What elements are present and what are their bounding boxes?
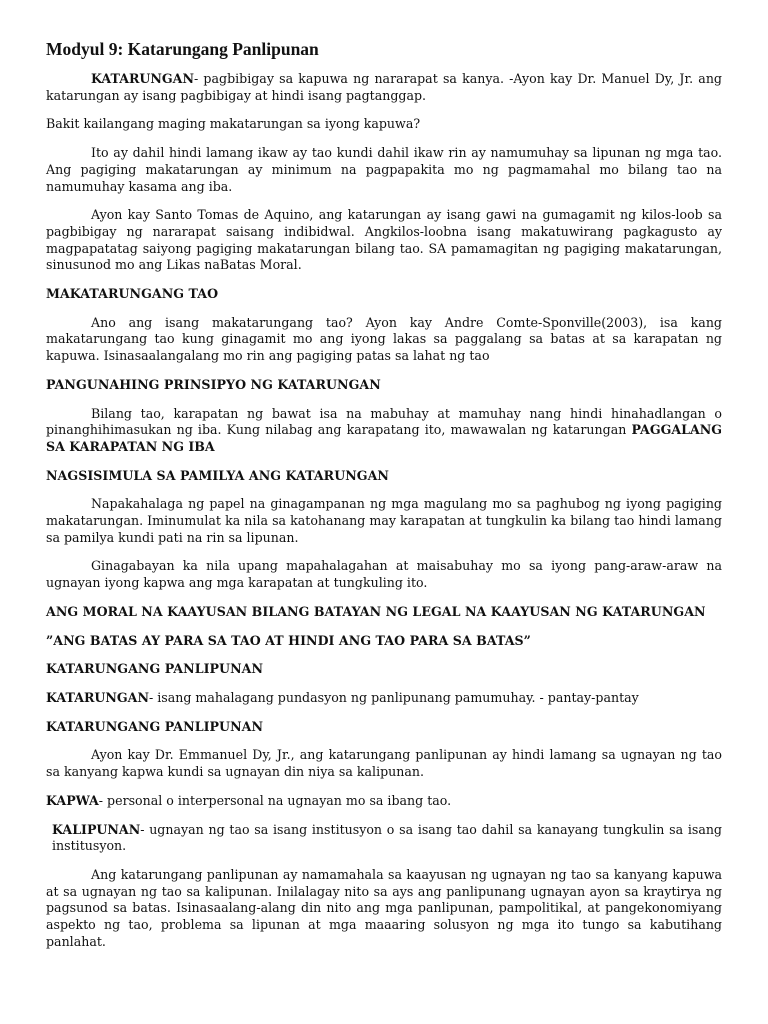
heading-katarungang-panlipunan-2: KATARUNGANG PANLIPUNAN (46, 718, 264, 734)
paragraph-kapwa (46, 793, 722, 810)
heading-makatarungang-tao: MAKATARUNGANG TAO (46, 286, 219, 302)
paragraph-katarungan-pundasyon (46, 690, 722, 707)
paragraph-question: Bakit kailangang maging makatarungan sa iyong kapuwa? (46, 116, 421, 132)
paragraph-magulang: Napakahalaga ng papel na ginagampanan ng mga magulang mo sa paghubog ng iyong pagiging makatarungan. Iminumulat ka nila sa katohanang may karapatan at tungkulin ka bilang tao hindi lamang sa pamilya kundi pati na rin sa lipunan. (46, 496, 722, 545)
paggalang-emphasis: PAGGALANG SA KARAPATAN NG IBA (46, 422, 722, 454)
term-katarungan-2: KATARUNGAN (46, 689, 149, 705)
karapatan-text: Bilang tao, karapatan ng bawat isa na mabuhay at mamuhay nang hindi hinahadlangan o pinanghihimasukan ng iba. Kung nilabag ang karapatang ito, mawawalan ng katarungan (46, 405, 722, 438)
kalipunan-text: - ugnayan ng tao sa isang institusyon o sa isang tao dahil sa kanayang tungkulin sa isang institusyon. (52, 821, 722, 854)
paragraph-ginagabayan: Ginagabayan ka nila upang mapahalagahan at maisabuhay mo sa iyong pang-araw-araw na ugnayan iyong kapwa ang mga karapatan at tungkuling ito. (46, 558, 722, 591)
term-kapwa: KAPWA (46, 792, 99, 808)
paragraph-comte-sponville: Ano ang isang makatarungang tao? Ayon kay Andre Comte-Sponville(2003), isa kang makatarungang tao kung ginagamit mo ang iyong lakas sa paggalang sa batas at sa karapatan ng kapuwa. Isinasaalangalang mo rin ang pagiging patas sa lahat ng tao (46, 314, 722, 364)
page-title: Modyul 9: Katarungang Panlipunan (46, 39, 319, 59)
katarungan-definition-text: - pagbibigay sa kapuwa ng nararapat sa kanya. -Ayon kay Dr. Manuel Dy, Jr. ang katarungan ay isang pagbibigay at hindi isang pagtanggap. (46, 71, 722, 103)
heading-moral-na-kaayusan: ANG MORAL NA KAAYUSAN BILANG BATAYAN NG LEGAL NA KAAYUSAN NG KATARUNGAN (46, 603, 706, 619)
heading-pamilya: NAGSISIMULA SA PAMILYA ANG KATARUNGAN (46, 467, 389, 483)
paragraph-kalipunan (46, 822, 722, 855)
term-kalipunan: KALIPUNAN (52, 821, 141, 837)
term-katarungan: KATARUNGAN (91, 71, 194, 86)
paragraph-lipunan: Ito ay dahil hindi lamang ikaw ay tao kundi dahil ikaw rin ay namumuhay sa lipunan ng mga tao. Ang pagiging makatarungan ay minimum na pagpapakita mo ng pagmamahal mo bilang tao na namumuhay kasama ang iba. (46, 145, 722, 194)
paragraph-santo-tomas: Ayon kay Santo Tomas de Aquino, ang katarungan ay isang gawi na gumagamit ng kilos-loob sa pagbibigay ng nararapat saisang indibidwal. Angkilos-loobna isang makatuwirang pagkagusto ay magpapatatag saiyong pagiging makatarungan bilang tao. SA pamamagitan ng pagiging makatarungan, sinusunod mo ang Likas naBatas Moral. (46, 207, 722, 273)
heading-batas-quote: ”ANG BATAS AY PARA SA TAO AT HINDI ANG TAO PARA SA BATAS” (46, 632, 531, 648)
heading-pangunahing-prinsipyo: PANGUNAHING PRINSIPYO NG KATARUNGAN (46, 376, 381, 392)
kapwa-text: - personal o interpersonal na ugnayan mo sa ibang tao. (98, 792, 452, 808)
heading-katarungang-panlipunan-1: KATARUNGANG PANLIPUNAN (46, 661, 264, 677)
paragraph-katarungan-definition (46, 71, 722, 104)
paragraph-katarungang-panlipunan: Ang katarungang panlipunan ay namamahala sa kaayusan ng ugnayan ng tao sa kanyang kapuwa at sa ugnayan ng tao sa kalipunan. Inilalagay nito sa ays ang panlipunang ugnayan ayon sa kraytirya ng pagsunod sa batas. Isinasaalang-alang din nito ang mga panlipunan, pampolitikal, at pangekonomiyang aspekto ng tao, problema sa lipunan at mga maaaring solusyon ng mga ito tungo sa kabutihang panlahat. (46, 866, 722, 949)
paragraph-karapatan (46, 406, 722, 456)
paragraph-emmanuel-dy: Ayon kay Dr. Emmanuel Dy, Jr., ang katarungang panlipunan ay hindi lamang sa ugnayan ng tao sa kanyang kapwa kundi sa ugnayan din niya sa kalipunan. (46, 747, 722, 780)
pundasyon-text: - isang mahalagang pundasyon ng panlipunang pamumuhay. - pantay-pantay (148, 689, 639, 705)
